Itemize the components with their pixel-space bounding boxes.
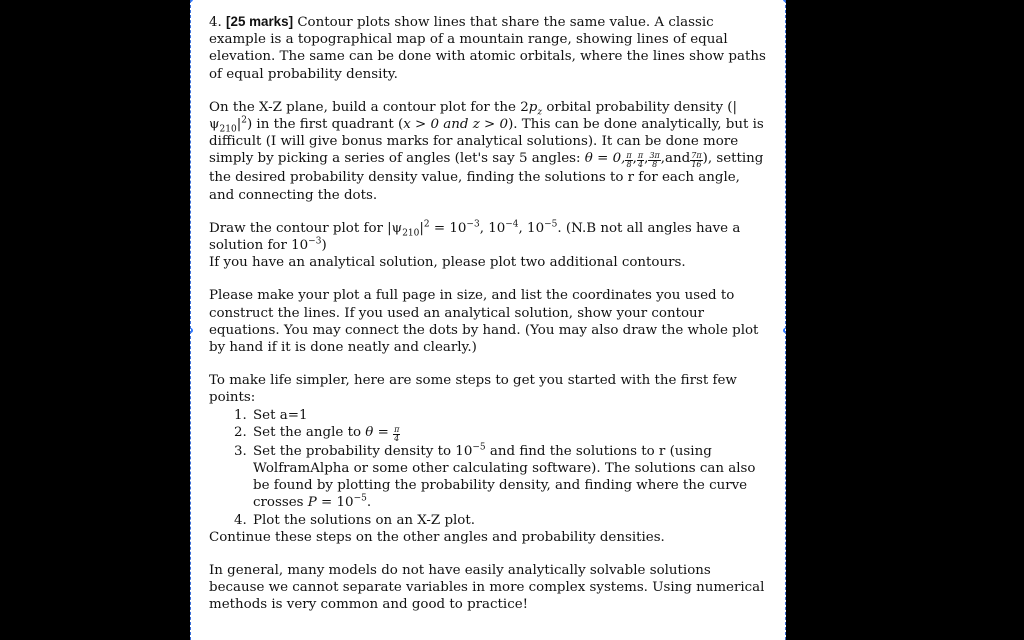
plot-format-instructions: Please make your plot a full page in size, and list the coordinates you used to construct the lines. If you used an analytical solution, show your contour equations. You may connect the dots by hand. (You may also draw the whole plot by hand if it is done neatly and clearly.): [209, 288, 759, 356]
resize-handle-middle-left[interactable]: [190, 327, 194, 334]
question-intro: [209, 13, 769, 83]
step-3: 3. Set the probability density to $10^{-5}$ and find the solutions to r (using WolframAlpha or some other calculating software). The solutions can also be found by plotting the probability density, and finding where the curve crosses $P = 10^{-5}$.: [251, 443, 769, 512]
resize-handle-top-left[interactable]: [190, 0, 194, 3]
contour-values: Draw the contour plot for $|\psi_{210}|^2 = 10^{-3}$, $10^{-4}$, $10^{-5}$. (N.B not all angles have a solution for $10^{-3}$) If you have an analytical solution, please plot two additional contours.: [209, 219, 741, 271]
step-2: 2. Set the angle to θ = $\frac{\pi}{4}$: [251, 424, 769, 443]
step-1: 1. Set a=1: [251, 407, 769, 424]
intro-text: Contour plots show lines that share the same value. A classic example is a topographical map of a mountain range, showing lines of equal elevation. The same can be done with atomic orbitals, where the lines show paths of equal probability density.: [209, 15, 766, 82]
question-number: 4.: [209, 15, 222, 30]
fraction-pi-4: $\frac{\pi}{4}$: [637, 151, 644, 170]
marks-label: [25 marks]: [226, 14, 294, 29]
closing-paragraph: In general, many models do not have easily analytically solvable solutions because we cannot separate variables in more complex systems. Using numerical methods is very common and good to practice!: [209, 563, 765, 613]
steps-intro: To make life simpler, here are some steps to get you started with the first few points:: [209, 373, 737, 406]
step-4: 4. Plot the solutions on an X-Z plot.: [251, 512, 769, 529]
fraction-pi-8: $\frac{\pi}{8}$: [626, 151, 632, 170]
resize-handle-middle-right[interactable]: [782, 327, 786, 334]
document-page: [190, 0, 786, 640]
question-text: [209, 13, 769, 630]
resize-handle-top-right[interactable]: [782, 0, 786, 3]
fraction-3pi-8: $\frac{3\pi}{8}$: [649, 151, 660, 170]
continue-note: Continue these steps on the other angles and probability densities.: [209, 529, 665, 545]
analytical-note: If you have an analytical solution, please plot two additional contours.: [209, 255, 686, 271]
steps-list: [209, 407, 769, 529]
contour-instructions: On the X-Z plane, build a contour plot for the $2p_z$ orbital probability density $(|\psi_{210}|^2)$ in the first quadrant (x > 0 and z > 0). This can be done analytically, but is difficult (I will give bonus marks for analytical solutions). It can be done more simply by picking a series of angles (let's say 5 angles: θ = 0, $\frac{\pi}{8}$ , $\frac{\pi}{4}$ , $\frac{3\pi}{8}$ ,and $\frac{7\pi}{16}$ ), setting the desired probability density value, finding the solutions to r for each angle, and connecting the dots.: [209, 99, 764, 203]
fraction-7pi-16: $\frac{7\pi}{16}$: [691, 151, 702, 170]
